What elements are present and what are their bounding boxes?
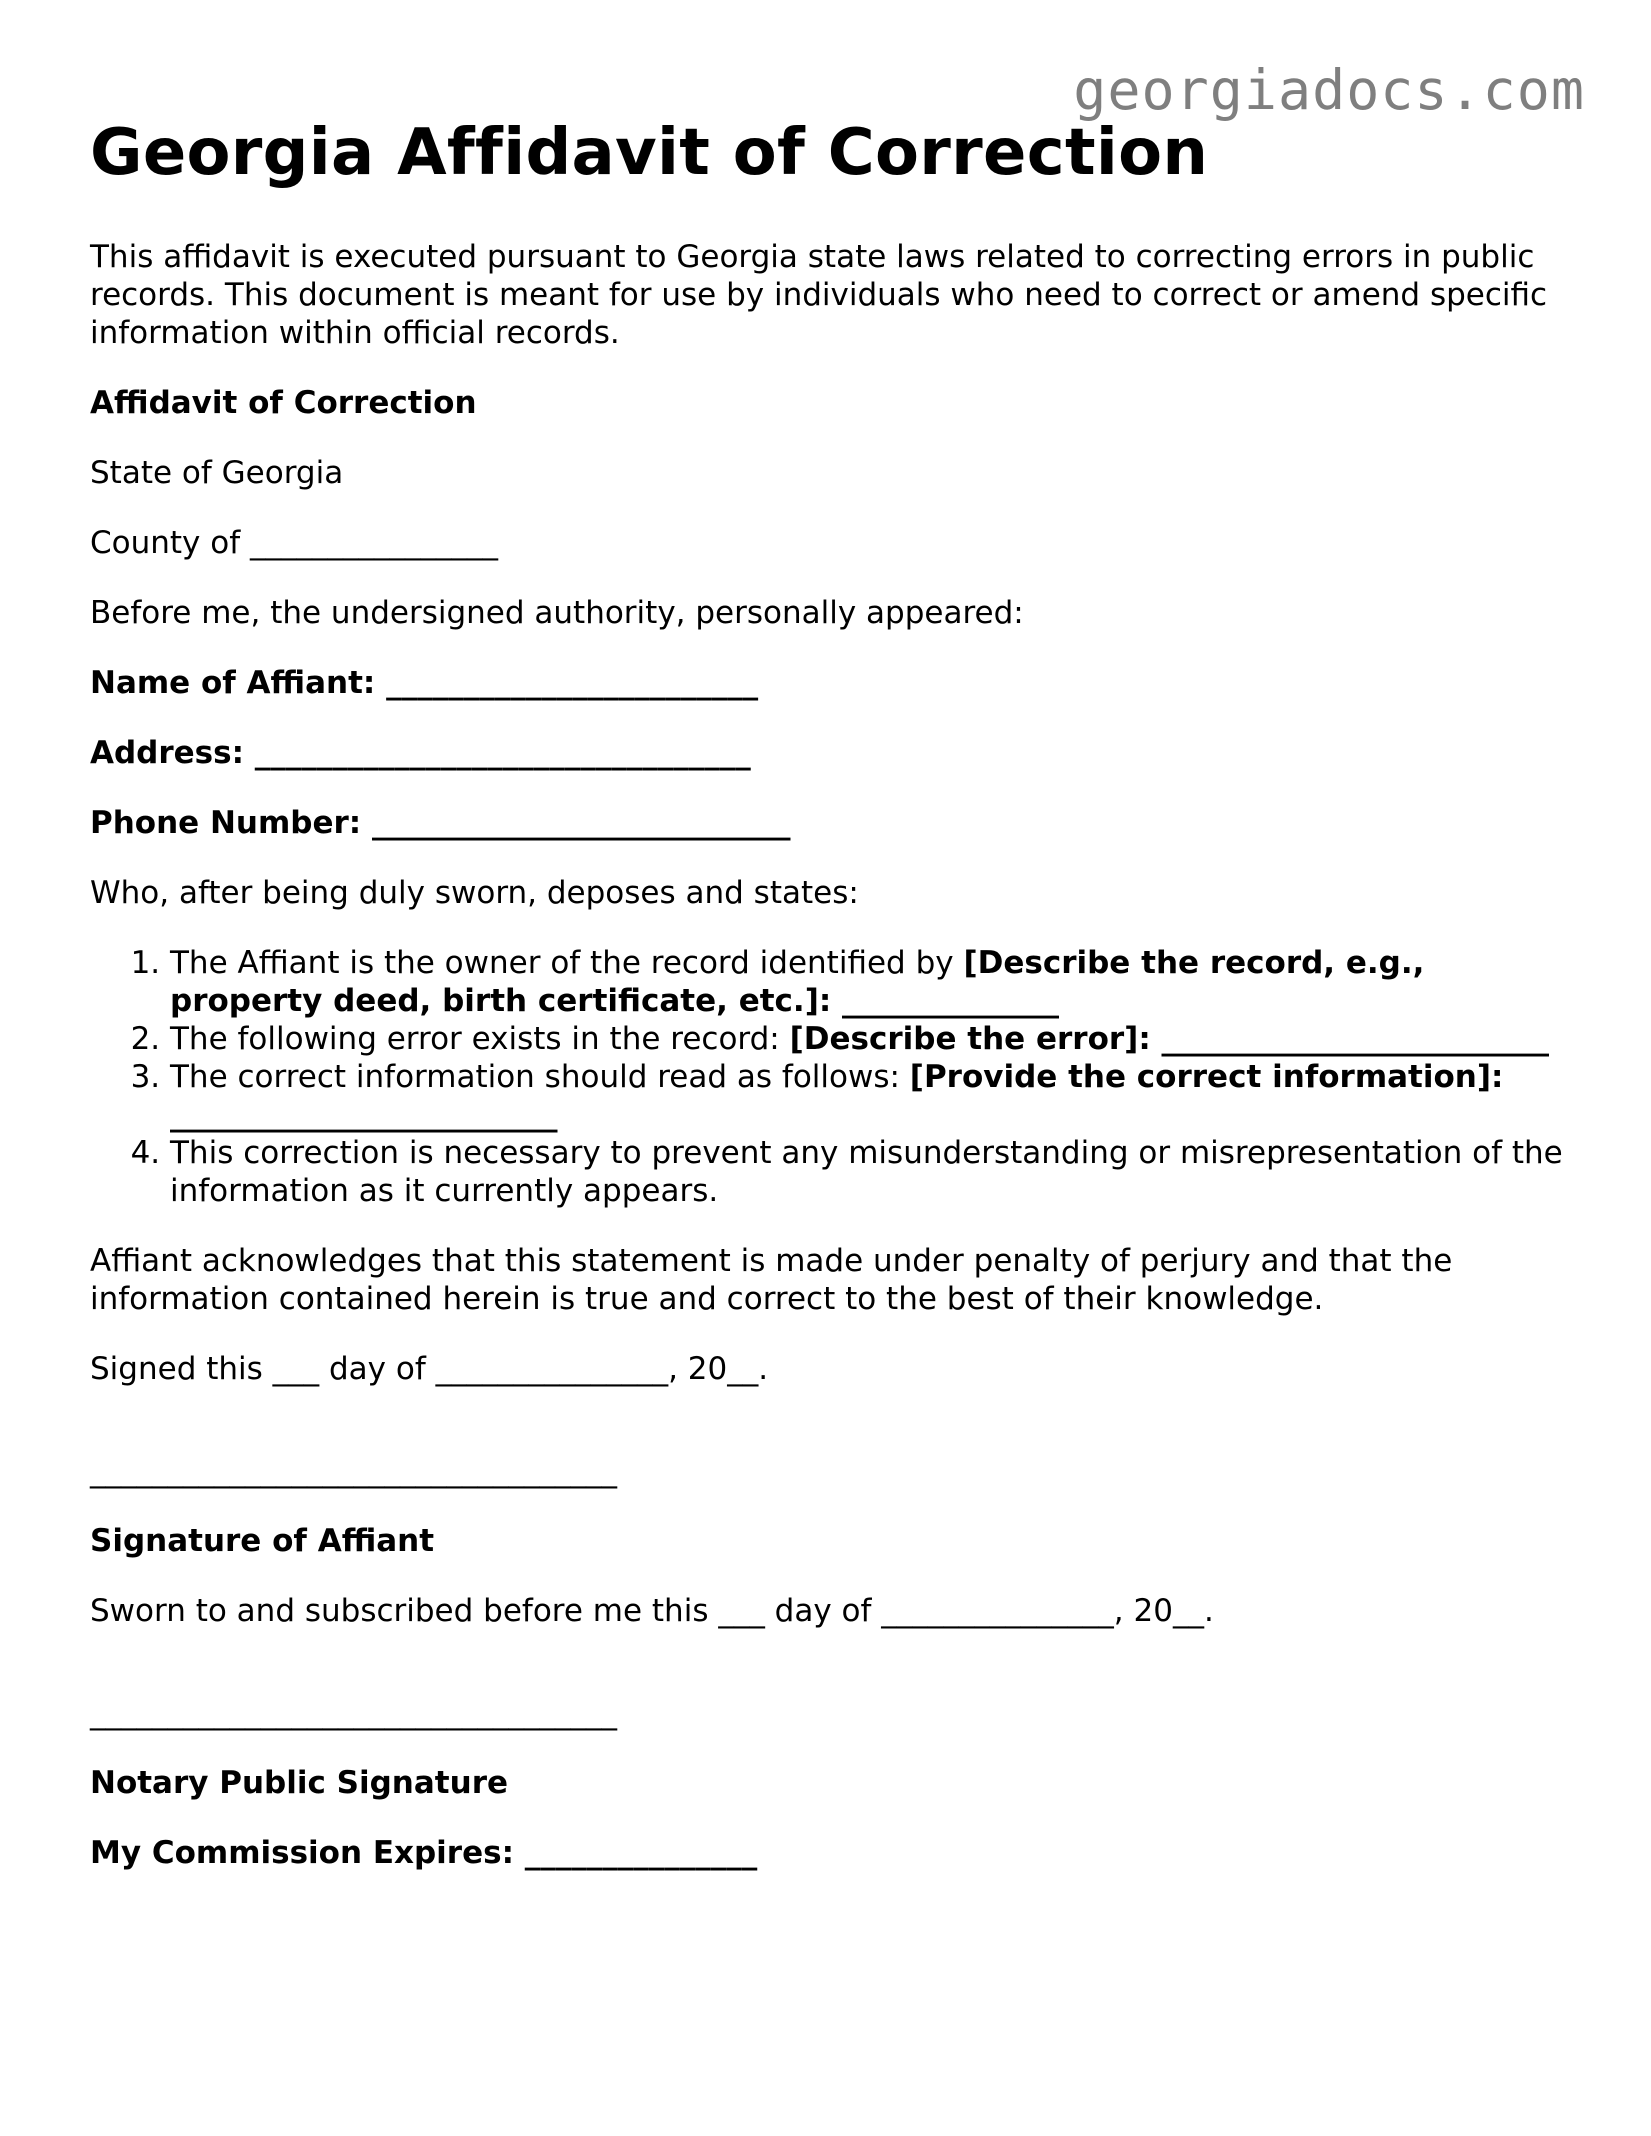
statement-item	[170, 1134, 1570, 1210]
appeared-line: Before me, the undersigned authority, personally appeared:	[90, 595, 1024, 631]
state-line: State of Georgia	[90, 455, 344, 491]
statement-placeholder: [Describe the error]: _________________________	[789, 1021, 1550, 1057]
statement-text: The correct information should read as follows:	[170, 1059, 910, 1095]
section-heading: Affidavit of Correction	[90, 385, 477, 421]
statement-text: The Affiant is the owner of the record identified by	[170, 945, 964, 981]
notary-signature-line: __________________________________	[90, 1695, 617, 1731]
affiant-signature-label: Signature of Affiant	[90, 1523, 435, 1559]
county-line: County of ________________	[90, 525, 498, 561]
statement-placeholder: [Describe the record, e.g., property deed, birth certificate, etc.]: ______________	[170, 945, 1425, 1019]
sworn-line: Who, after being duly sworn, deposes and states:	[90, 875, 859, 911]
affiant-name-field: Name of Affiant: ________________________	[90, 665, 759, 701]
intro-paragraph: This affidavit is executed pursuant to Georgia state laws related to correcting errors in public records. This document is meant for use by individuals who need to correct or amend specific information within official records.	[90, 239, 1548, 351]
affiant-address-field: Address: ________________________________	[90, 735, 751, 771]
notary-signature-label: Notary Public Signature	[90, 1765, 509, 1801]
statement-item	[170, 1058, 1570, 1134]
commission-expires-field: My Commission Expires: _______________	[90, 1835, 758, 1871]
statement-text: This correction is necessary to prevent any misunderstanding or misrepresentation of the information as it currently appears.	[170, 1135, 1563, 1209]
notary-sworn-line: Sworn to and subscribed before me this ___ day of _______________, 20__.	[90, 1593, 1214, 1629]
document-body	[90, 238, 1570, 1904]
statement-placeholder: [Provide the correct information]: _________________________	[170, 1059, 1504, 1133]
affiant-phone-field: Phone Number: ___________________________	[90, 805, 791, 841]
statements-list	[90, 944, 1570, 1210]
signed-date-line: Signed this ___ day of _______________, 20__.	[90, 1351, 769, 1387]
site-watermark: georgiadocs.com	[1073, 58, 1585, 122]
statement-item	[170, 944, 1570, 1020]
statement-item	[170, 1020, 1570, 1058]
statement-text: The following error exists in the record:	[170, 1021, 790, 1057]
acknowledgement-paragraph: Affiant acknowledges that this statement is made under penalty of perjury and that the information contained herein is true and correct to the best of their knowledge.	[90, 1243, 1453, 1317]
affiant-signature-line: __________________________________	[90, 1453, 617, 1489]
document-title: Georgia Affidavit of Correction	[90, 116, 1209, 190]
